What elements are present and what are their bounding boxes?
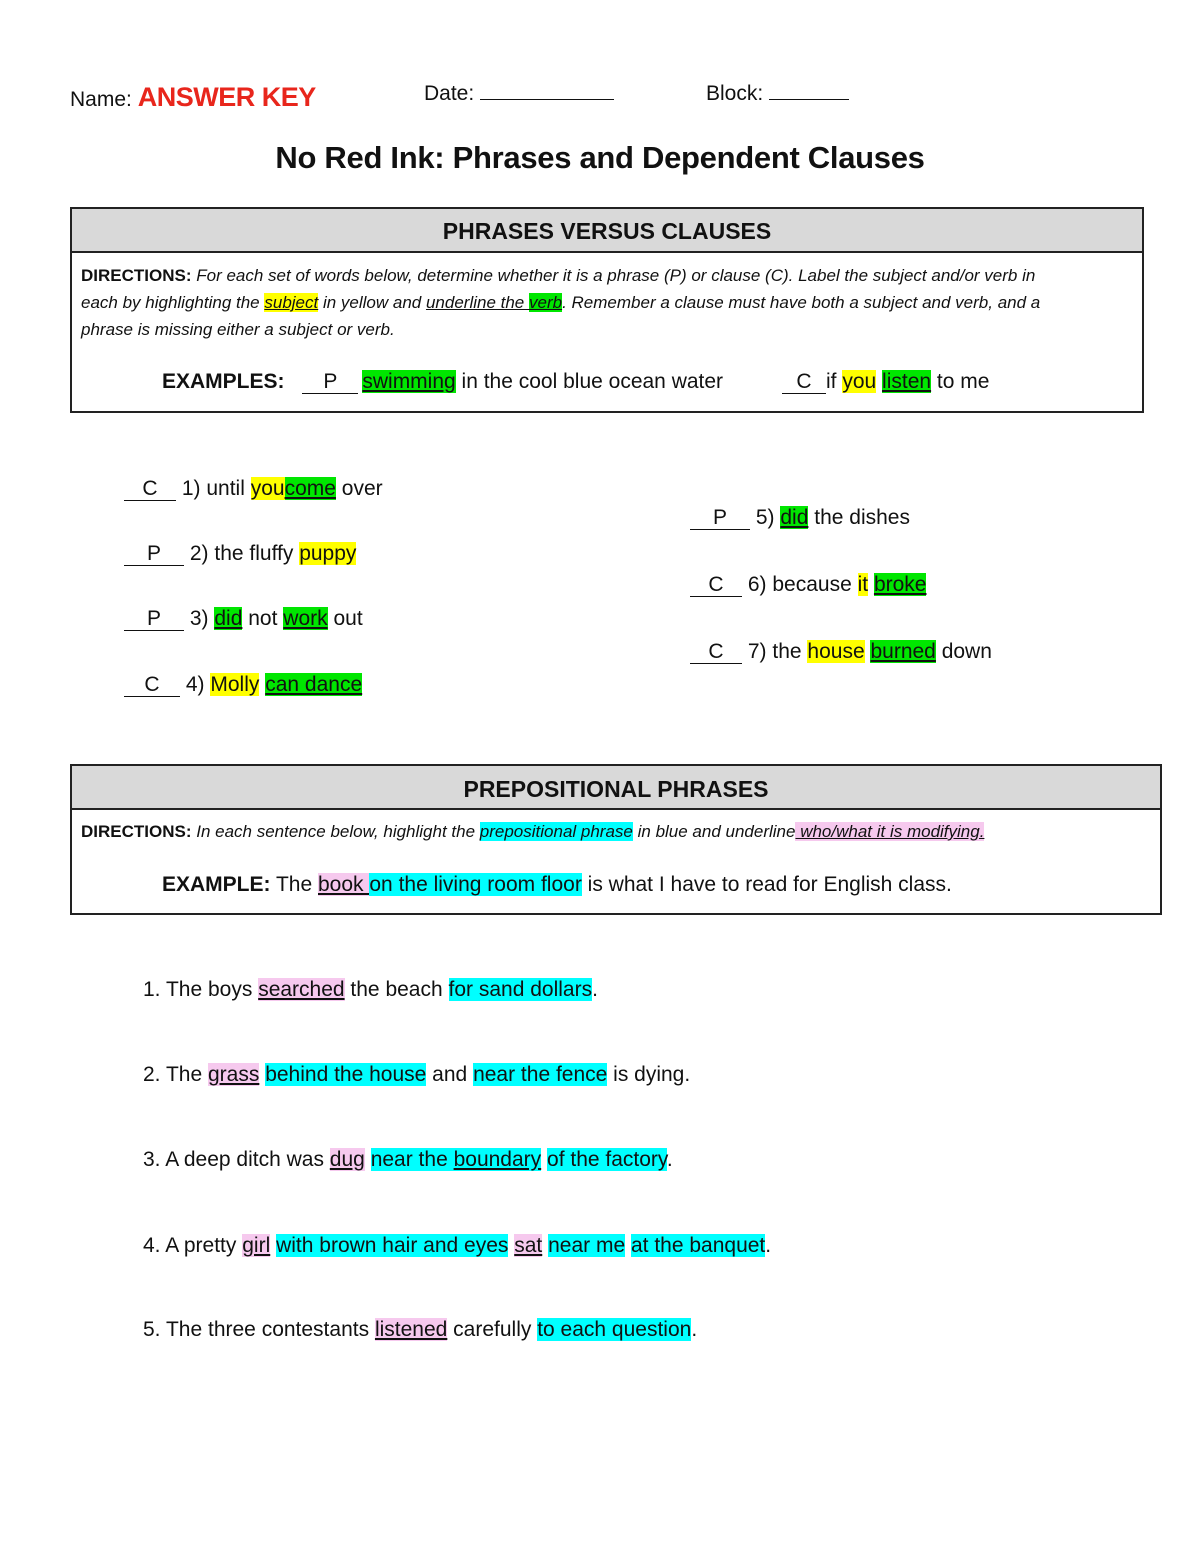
directions-text: . Remember a clause must have both a subject and verb, and a — [562, 293, 1041, 312]
example-2 — [782, 370, 989, 394]
answer-blank: C — [690, 641, 742, 664]
answer-blank: C — [782, 371, 826, 394]
prepositional-highlight: near the — [370, 1148, 454, 1171]
prepositional-highlight: to each question — [537, 1318, 692, 1341]
underline-phrase: underline the — [425, 293, 529, 312]
section-heading: PHRASES VERSUS CLAUSES — [72, 209, 1142, 253]
example-label: EXAMPLE: — [162, 873, 271, 896]
sentence-4 — [143, 1234, 771, 1258]
prepositional-highlight: for sand dollars — [448, 978, 593, 1001]
directions-text: in yellow and — [318, 293, 426, 312]
example-row — [162, 873, 952, 897]
sentence-text: carefully — [447, 1318, 538, 1341]
sentence-1 — [143, 978, 598, 1002]
item-text: over — [335, 477, 383, 500]
prepositional-phrases-box — [70, 764, 1162, 915]
directions-text: each by highlighting the — [81, 293, 265, 312]
sentence-3 — [143, 1148, 673, 1172]
item-text: the — [766, 640, 808, 663]
verb-highlight: work — [283, 607, 328, 630]
verb-highlight: did — [214, 607, 243, 630]
modified-highlight: listened — [374, 1318, 448, 1341]
item-number: 4) — [185, 673, 205, 696]
subject-highlight: house — [807, 640, 865, 663]
date-blank[interactable] — [480, 98, 614, 100]
item-text: not — [242, 607, 284, 630]
answer-blank: P — [302, 371, 358, 394]
subject-highlight: puppy — [299, 542, 357, 565]
item-text: because — [766, 573, 858, 596]
sentence-text: is dying. — [607, 1063, 691, 1086]
directions-label: DIRECTIONS: — [81, 822, 192, 841]
modified-highlight: searched — [258, 978, 345, 1001]
verb-highlight: did — [780, 506, 809, 529]
directions — [72, 253, 1142, 343]
prepositional-highlight: with brown hair and eyes — [276, 1234, 509, 1257]
example-text: to me — [931, 370, 990, 393]
item-number: 7) — [747, 640, 767, 663]
item-text: until — [200, 477, 251, 500]
list-item — [124, 673, 362, 697]
answer-blank: P — [690, 507, 750, 530]
example-text: The — [270, 873, 318, 896]
item-number: 3) — [189, 607, 209, 630]
list-item — [124, 477, 383, 501]
subject-highlight: you — [250, 477, 285, 500]
item-number: 2) — [189, 542, 209, 565]
modified-prepositional-highlight: boundary — [453, 1148, 542, 1171]
sentence-text: . — [691, 1318, 698, 1341]
prepositional-highlight: at the banquet — [630, 1234, 766, 1257]
date-field — [424, 82, 614, 106]
list-item — [690, 640, 992, 664]
sentence-5 — [143, 1318, 697, 1342]
sentence-text: and — [426, 1063, 474, 1086]
sentence-text: 5. The three contestants — [143, 1318, 375, 1341]
page-title: No Red Ink: Phrases and Dependent Clauses — [275, 140, 925, 175]
examples-row — [162, 370, 723, 394]
directions-text: in blue and underline — [632, 822, 796, 841]
modified-highlight: grass — [208, 1063, 260, 1086]
example-text: is what I have to read for English class. — [581, 873, 952, 896]
examples-label: EXAMPLES: — [162, 370, 285, 393]
prepositional-highlight: of the factory — [547, 1148, 667, 1171]
block-blank[interactable] — [769, 98, 849, 100]
sentence-text: . — [666, 1148, 673, 1171]
subject-highlight: Molly — [210, 673, 260, 696]
answer-key-label: ANSWER KEY — [137, 82, 316, 112]
sentence-text: 1. The boys — [143, 978, 259, 1001]
sentence-text: . — [765, 1234, 772, 1257]
prepositional-highlight: behind the house — [265, 1063, 427, 1086]
sentence-text: 4. A pretty — [143, 1234, 243, 1257]
prepositional-highlight: near me — [548, 1234, 626, 1257]
list-item — [690, 573, 926, 597]
verb-highlight: swimming — [362, 370, 456, 393]
verb-word: verb — [529, 293, 563, 312]
sentence-text — [365, 1148, 371, 1171]
modified-highlight: who/what it is modifying. — [795, 822, 985, 841]
example-text: in the cool blue ocean water — [455, 370, 724, 393]
directions — [72, 810, 1160, 845]
verb-highlight: burned — [870, 640, 936, 663]
list-item — [124, 542, 356, 566]
answer-blank: C — [124, 674, 180, 697]
sentence-text: 3. A deep ditch was — [143, 1148, 330, 1171]
directions-text: For each set of words below, determine whether it is a phrase (P) or clause (C). Label the subject and/or verb in — [196, 266, 1036, 285]
sentence-text: the beach — [344, 978, 449, 1001]
list-item — [690, 506, 910, 530]
prepositional-highlight: prepositional phrase — [479, 822, 633, 841]
block-label: Block: — [706, 82, 764, 105]
name-label: Name: — [70, 88, 132, 111]
item-text: out — [327, 607, 363, 630]
answer-blank: P — [124, 543, 184, 566]
item-text: the fluffy — [208, 542, 300, 565]
item-number: 1) — [181, 477, 201, 500]
prepositional-highlight: near the fence — [473, 1063, 608, 1086]
phrases-vs-clauses-box — [70, 207, 1144, 413]
modified-highlight: dug — [329, 1148, 365, 1171]
verb-highlight: come — [284, 477, 336, 500]
answer-blank: C — [690, 574, 742, 597]
block-field — [706, 82, 849, 106]
modified-highlight: girl — [242, 1234, 271, 1257]
example-text: if — [826, 370, 843, 393]
subject-highlight: it — [857, 573, 869, 596]
prepositional-highlight: on the living room floor — [369, 873, 582, 896]
directions-text: phrase is missing either a subject or verb. — [81, 320, 395, 339]
verb-highlight: listen — [882, 370, 932, 393]
modified-highlight: book — [318, 873, 370, 896]
subject-highlight: you — [842, 370, 877, 393]
answer-blank: C — [124, 478, 176, 501]
section-heading: PREPOSITIONAL PHRASES — [72, 766, 1160, 810]
modified-highlight: sat — [514, 1234, 543, 1257]
date-label: Date: — [424, 82, 475, 105]
sentence-text: 2. The — [143, 1063, 208, 1086]
directions-text: In each sentence below, highlight the — [196, 822, 480, 841]
item-number: 6) — [747, 573, 767, 596]
sentence-2 — [143, 1063, 690, 1087]
list-item — [124, 607, 363, 631]
verb-highlight: broke — [873, 573, 927, 596]
subject-word: subject — [264, 293, 319, 312]
directions-label: DIRECTIONS: — [81, 266, 192, 285]
sentence-text: . — [592, 978, 598, 1001]
item-text: the dishes — [808, 506, 910, 529]
item-number: 5) — [755, 506, 775, 529]
name-field — [70, 82, 316, 113]
item-text: down — [935, 640, 992, 663]
answer-blank: P — [124, 608, 184, 631]
verb-highlight: can dance — [265, 673, 363, 696]
